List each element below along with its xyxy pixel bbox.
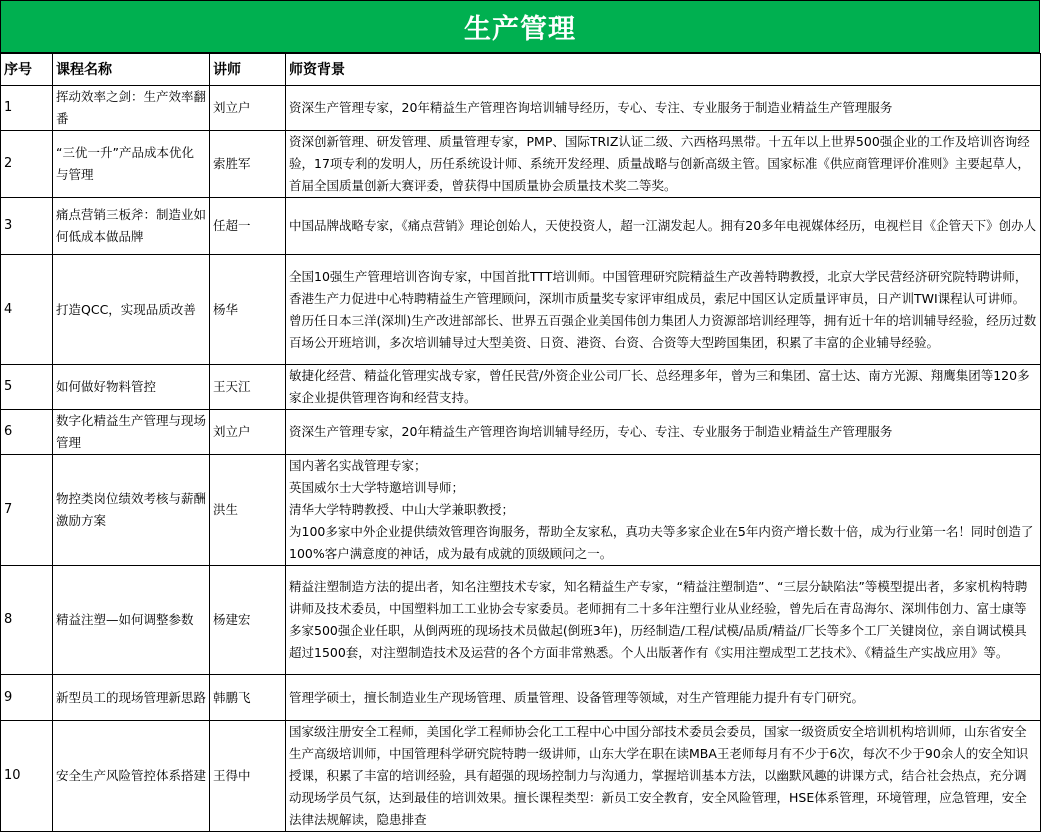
table-row — [1, 198, 1041, 255]
title-banner[interactable] — [0, 0, 1040, 53]
cell-course[interactable]: 痛点营销三板斧：制造业如何低成本做品牌 — [53, 198, 210, 255]
cell-no[interactable]: 6 — [1, 410, 53, 455]
background-text: 中国品牌战略专家，《痛点营销》理论创始人，天使投资人，超一江湖发起人。拥有20多年电视媒体经历，电视栏目《企管天下》创办人 — [289, 218, 1037, 233]
cell-background[interactable] — [286, 255, 1041, 365]
cell-lecturer[interactable]: 索胜军 — [210, 131, 286, 198]
background-text: 全国10强生产管理培训咨询专家，中国首批TTT培训师。中国管理研究院精益生产改善特聘教授，北京大学民营经济研究院特聘讲师，香港生产力促进中心特聘精益生产管理顾问，深圳市质量奖专家评审组成员，索尼中国区认定质量评审员，日产训TWI课程认可讲师。曾历任日本三洋(深圳)生产改进部部长、世界五百强企业美国伟创力集团人力资源部培训经理等，拥有近十年的培训辅导经验，经历过数百场公开班培训，多次培训辅导过大型美资、日资、港资、台资、合资等大型跨国集团，积累了丰富的企业辅导经验。 — [289, 268, 1037, 350]
cell-course[interactable]: 挥动效率之剑：生产效率翻番 — [53, 86, 210, 131]
background-text: 资深生产管理专家，20年精益生产管理咨询培训辅导经历，专心、专注、专业服务于制造业精益生产管理服务 — [289, 100, 893, 115]
header-lecturer[interactable]: 讲师 — [210, 54, 286, 86]
cell-course[interactable]: 物控类岗位绩效考核与薪酬激励方案 — [53, 455, 210, 566]
cell-lecturer[interactable]: 王天江 — [210, 365, 286, 410]
cell-lecturer[interactable]: 刘立户 — [210, 410, 286, 455]
background-text: 英国威尔士大学特邀培训导师； — [289, 480, 465, 495]
cell-background[interactable] — [286, 675, 1041, 721]
cell-course[interactable]: 打造QCC，实现品质改善 — [53, 255, 210, 365]
background-text: 精益注塑制造方法的提出者，知名注塑技术专家，知名精益生产专家，“精益注塑制造”、“三层分缺陷法”等模型提出者，多家机构特聘讲师及技术委员，中国塑料加工工业协会专家委员。老师拥有二十多年注塑行业从业经验，曾先后在青岛海尔、深圳伟创力、富士康等多家500强企业任职，从倒两班的现场技术员做起(倒班3年)，历经制造/工程/试模/品质/精益/厂长等多个工厂关键岗位，亲自调试模具超过1500套，对注塑制造技术及运营的各个方面非常熟悉。个人出版著作有《实用注塑成型工艺技术》、《精益生产实战应用》等。 — [289, 579, 1028, 660]
cell-course[interactable]: 精益注塑—如何调整参数 — [53, 566, 210, 675]
table-row — [1, 721, 1041, 832]
cell-background[interactable] — [286, 410, 1041, 455]
header-background[interactable]: 师资背景 — [286, 54, 1041, 86]
header-no[interactable]: 序号 — [1, 54, 53, 86]
cell-background[interactable] — [286, 86, 1041, 131]
header-row — [1, 54, 1041, 86]
cell-lecturer[interactable]: 杨建宏 — [210, 566, 286, 675]
cell-lecturer[interactable]: 杨华 — [210, 255, 286, 365]
background-text: 为100多家中外企业提供绩效管理咨询服务，帮助全友家私，真功夫等多家企业在5年内资产增长数十倍，成为行业第一名！同时创造了100%客户满意度的神话，成为最有成就的顶级顾问之一。 — [289, 524, 1034, 561]
page-title: 生产管理 — [464, 14, 576, 45]
table-row — [1, 86, 1041, 131]
background-text: 国家级注册安全工程师，美国化学工程师协会化工工程中心中国分部技术委员会委员，国家一级资质安全培训机构培训师，山东省安全生产高级培训师，中国管理科学研究院特聘一级讲师，山东大学在职在读MBA王老师每月有不少于6次，每次不少于90余人的安全知识授课，积累了丰富的培训经验，具有超强的现场控制力与沟通力，掌握培训基本方法，以幽默风趣的讲课方式，结合社会热点，充分调动现场学员气氛，达到最佳的培训效果。擅长课程类型：新员工安全教育，安全风险管理，HSE体系管理，环境管理，应急管理，安全法律法规解读，隐患排查 — [289, 724, 1029, 827]
background-text: 敏捷化经营、精益化管理实战专家，曾任民营/外资企业公司厂长、总经理多年，曾为三和集团、富士达、南方光源、翔鹰集团等120多家企业提供管理咨询和经营支持。 — [289, 368, 1030, 405]
cell-no[interactable]: 8 — [1, 566, 53, 675]
cell-background[interactable] — [286, 721, 1041, 832]
cell-no[interactable]: 7 — [1, 455, 53, 566]
background-text: 资深生产管理专家，20年精益生产管理咨询培训辅导经历，专心、专注、专业服务于制造业精益生产管理服务 — [289, 424, 893, 439]
table-row — [1, 455, 1041, 566]
table-row — [1, 365, 1041, 410]
cell-background[interactable] — [286, 365, 1041, 410]
cell-lecturer[interactable]: 刘立户 — [210, 86, 286, 131]
cell-background[interactable] — [286, 566, 1041, 675]
cell-background[interactable] — [286, 455, 1041, 566]
background-text: 国内著名实战管理专家； — [289, 458, 427, 473]
cell-background[interactable] — [286, 198, 1041, 255]
table-row — [1, 410, 1041, 455]
cell-no[interactable]: 3 — [1, 198, 53, 255]
cell-course[interactable]: 安全生产风险管控体系搭建 — [53, 721, 210, 832]
table-row — [1, 131, 1041, 198]
header-course[interactable]: 课程名称 — [53, 54, 210, 86]
table-row — [1, 566, 1041, 675]
background-text: 管理学硕士，擅长制造业生产现场管理、质量管理、设备管理等领域，对生产管理能力提升有专门研究。 — [289, 689, 865, 705]
cell-no[interactable]: 4 — [1, 255, 53, 365]
cell-no[interactable]: 10 — [1, 721, 53, 832]
cell-course[interactable]: 数字化精益生产管理与现场管理 — [53, 410, 210, 455]
cell-lecturer[interactable]: 任超一 — [210, 198, 286, 255]
table-row — [1, 675, 1041, 721]
cell-course[interactable]: 新型员工的现场管理新思路 — [53, 675, 210, 721]
course-table — [0, 53, 1041, 832]
cell-no[interactable]: 1 — [1, 86, 53, 131]
cell-lecturer[interactable]: 洪生 — [210, 455, 286, 566]
cell-no[interactable]: 5 — [1, 365, 53, 410]
cell-lecturer[interactable]: 韩鹏飞 — [210, 675, 286, 721]
background-text: 资深创新管理、研发管理、质量管理专家，PMP、国际TRIZ认证二级、六西格玛黑带。十五年以上世界500强企业的工作及培训咨询经验，17项专利的发明人，历任系统设计师、系统开发经理、质量战略与创新高级主管。国家标准《供应商管理评价准则》主要起草人，首届全国质量创新大赛评委，曾获得中国质量协会质量技术奖二等奖。 — [289, 134, 1030, 193]
cell-course[interactable]: 如何做好物料管控 — [53, 365, 210, 410]
cell-no[interactable]: 2 — [1, 131, 53, 198]
table-row — [1, 255, 1041, 365]
cell-course[interactable]: “三优一升”产品成本优化与管理 — [53, 131, 210, 198]
cell-no[interactable]: 9 — [1, 675, 53, 721]
cell-background[interactable] — [286, 131, 1041, 198]
background-text: 清华大学特聘教授、中山大学兼职教授； — [289, 502, 515, 517]
cell-lecturer[interactable]: 王得中 — [210, 721, 286, 832]
